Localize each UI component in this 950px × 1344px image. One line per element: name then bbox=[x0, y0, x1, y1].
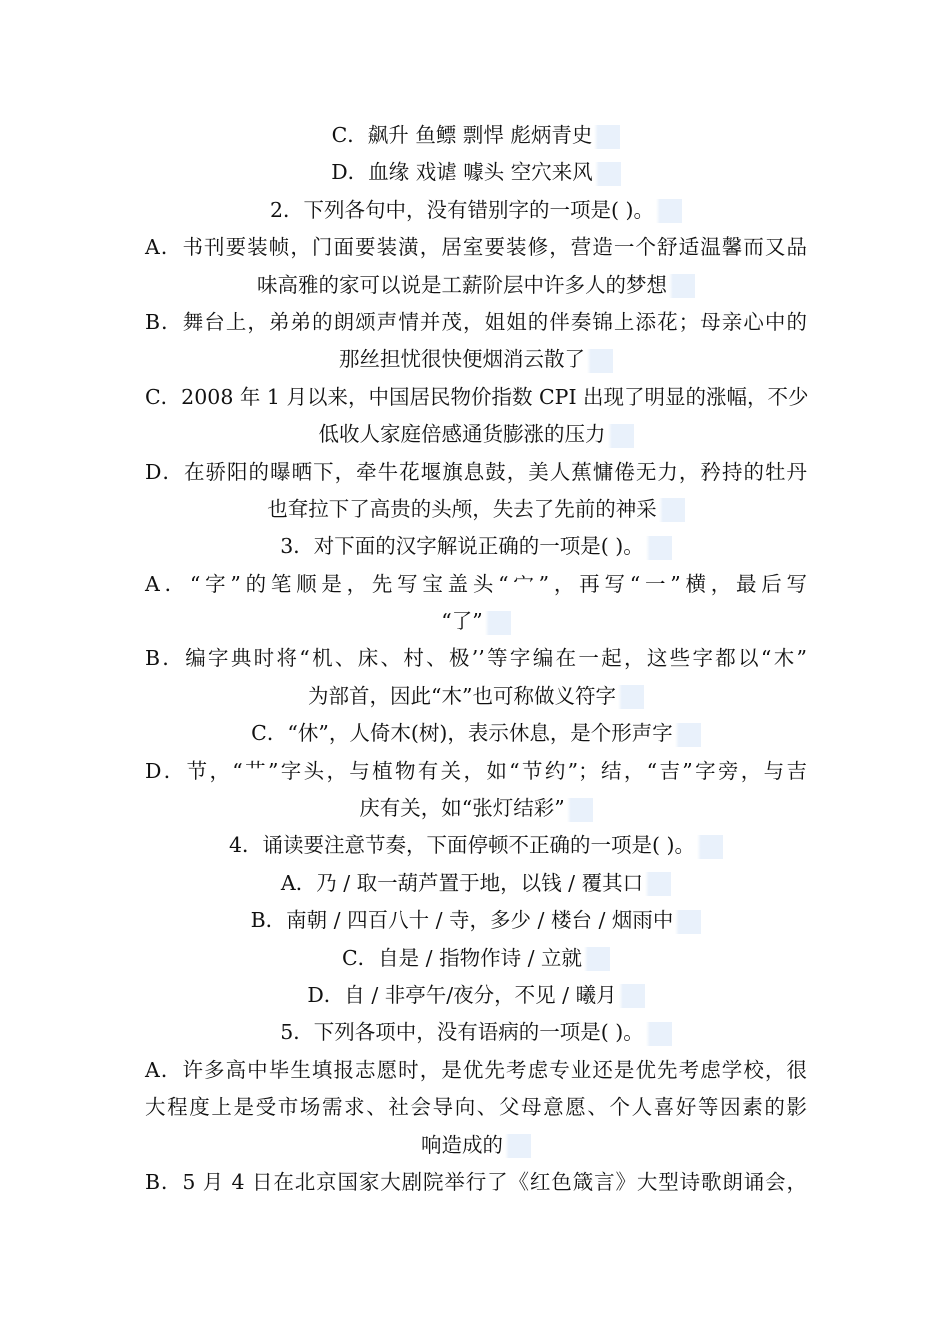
text-line: B．5 月 4 日在北京国家大剧院举行了《红色箴言》大型诗歌朗诵会， bbox=[145, 1169, 807, 1194]
text-line: B．舞台上，弟弟的朗颂声情并茂，姐姐的伴奏锦上添花；母亲心中的 bbox=[145, 309, 807, 334]
text-line: A．许多高中毕生填报志愿时，是优先考虑专业还是优先考虑学校，很 bbox=[145, 1057, 807, 1082]
text-line: 为部首，因此“木”也可称做义符字 bbox=[145, 678, 807, 715]
question-3-stem: 3．对下面的汉字解说正确的一项是( )。 bbox=[145, 528, 807, 565]
question-5-stem: 5．下列各项中，没有语病的一项是( )。 bbox=[145, 1014, 807, 1051]
text-line: C．自是 / 指物作诗 / 立就 bbox=[145, 940, 807, 977]
text-line: 味高雅的家可以说是工薪阶层中许多人的梦想 bbox=[145, 267, 807, 304]
text-line: “了” bbox=[145, 603, 807, 640]
document-page bbox=[145, 117, 807, 1201]
text-line: 庆有关，如“张灯结彩” bbox=[145, 790, 807, 827]
text-line: C．飙升 鱼鳔 剽悍 彪炳青史 bbox=[145, 117, 807, 154]
text-line: A．书刊要装帧，门面要装潢，居室要装修，营造一个舒适温馨而又品 bbox=[145, 235, 807, 260]
text-line: B．南朝 / 四百八十 / 寺，多少 / 楼台 / 烟雨中 bbox=[145, 902, 807, 939]
text-line: D．自 / 非亭午/夜分，不见 / 曦月 bbox=[145, 977, 807, 1014]
text-line: D．节，“艹”字头，与植物有关，如“节约”；结，“吉”字旁，与吉 bbox=[145, 758, 807, 783]
text-line: 那丝担忧很快便烟消云散了 bbox=[145, 341, 807, 378]
text-line: C．2008 年 1 月以来，中国居民物价指数 CPI 出现了明显的涨幅，不少 bbox=[145, 384, 809, 409]
question-2-stem: 2．下列各句中，没有错别字的一项是( )。 bbox=[145, 192, 807, 229]
text-line: 低收人家庭倍感通货膨涨的压力 bbox=[145, 416, 807, 453]
text-line: D．血缘 戏谑 噱头 空穴来风 bbox=[145, 154, 807, 191]
text-line: 也耷拉下了高贵的头颅，失去了先前的神采 bbox=[145, 491, 807, 528]
text-line: B．编字典时将“机、床、村、极’’等字编在一起，这些字都以“木” bbox=[145, 646, 807, 671]
text-line: A．“字”的笔顺是，先写宝盖头“宀”，再写“一”横，最后写 bbox=[145, 571, 807, 596]
text-line: C．“休”，人倚木(树)，表示休息，是个形声字 bbox=[145, 715, 807, 752]
text-line: 大程度上是受市场需求、社会导向、父母意愿、个人喜好等因素的影 bbox=[145, 1095, 807, 1120]
text-line: D．在骄阳的曝晒下，牵牛花堰旗息鼓，美人蕉慵倦无力，矜持的牡丹 bbox=[145, 459, 807, 484]
text-line: 响造成的 bbox=[145, 1127, 807, 1164]
text-line: A．乃 / 取一葫芦置于地，以钱 / 覆其口 bbox=[145, 865, 807, 902]
question-4-stem: 4．诵读要注意节奏，下面停顿不正确的一项是( )。 bbox=[145, 827, 807, 864]
